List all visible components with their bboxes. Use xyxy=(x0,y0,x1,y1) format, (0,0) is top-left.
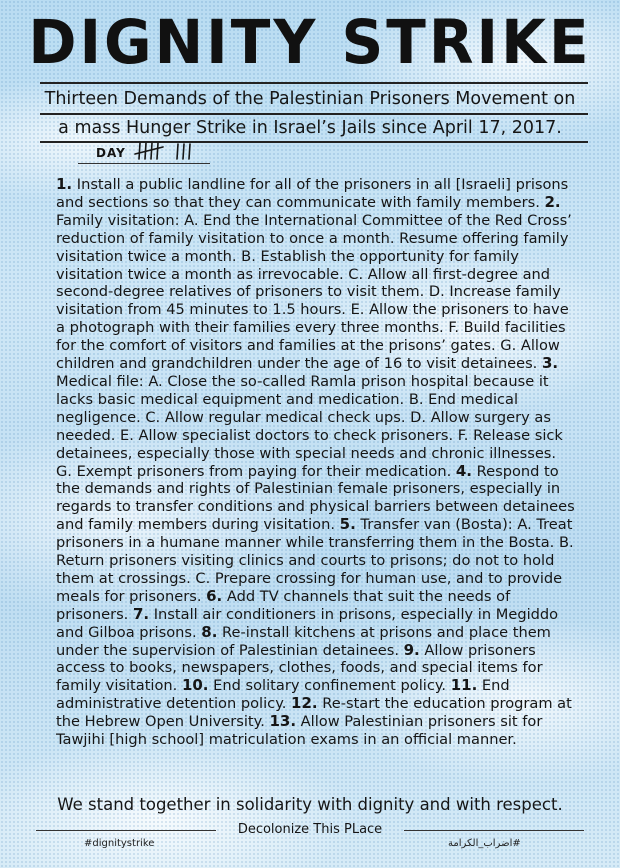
demand-text: Re-start the education program at the Hebrew Open University. xyxy=(56,695,572,731)
day-underline xyxy=(78,163,210,164)
footer-rule-right xyxy=(404,830,584,831)
subtitle-line-2: a mass Hunger Strike in Israel’s Jails since April 17, 2017. xyxy=(58,118,562,138)
demand-number: 3. xyxy=(541,354,559,373)
rule-bottom xyxy=(40,141,588,143)
demand-text: Install air conditioners in prisons, especially in Megiddo and Gilboa prisons. xyxy=(56,605,559,641)
demand-number: 4. xyxy=(455,461,472,480)
demands-text xyxy=(56,176,576,749)
solidarity-statement: We stand together in solidarity with dignity and with respect. xyxy=(57,795,563,814)
demand-text: Install a public landline for all of the prisoners in all [Israeli] prisons and sections so that they can communicate with family members. xyxy=(56,176,569,211)
poster-title: DIGNITY STRIKE xyxy=(28,6,592,78)
day-tally-marks xyxy=(134,139,204,163)
demand-number: 5. xyxy=(339,515,356,534)
demand-text: Allow prisoners access to books, newspapers, clothes, foods, and special items for family visitation. xyxy=(56,641,543,695)
demand-text: Respond to the demands and rights of Palestinian female prisoners, especially in regards to transfer conditions and physical barriers between detainees and family members during visitation. xyxy=(56,462,575,534)
demand-number: 9. xyxy=(403,640,420,659)
demand-text: Medical file: A. Close the so-called Ramla prison hospital because it lacks basic medical equipment and medication. B. End medical negligence. C. Allow regular medical check ups. D. Allow surgery as needed. E. Allow specialist doctors to check prisoners. F. Release sick detainees, especially those with special needs and chronic illnesses. G. Exempt prisoners from paying for their medication. xyxy=(56,372,563,480)
demand-number: 12. xyxy=(291,694,318,713)
demand-number: 2. xyxy=(544,192,561,211)
demand-number: 8. xyxy=(201,622,218,641)
demand-text: Re-install kitchens at prisons and place them under the supervision of Palestinian detainees. xyxy=(56,623,551,659)
demand-number: 11. xyxy=(450,676,478,695)
demand-number: 6. xyxy=(206,586,223,605)
demand-number: 13. xyxy=(269,712,297,731)
footer-credit: Decolonize This PLace xyxy=(237,822,383,837)
demand-text: Transfer van (Bosta): A. Treat prisoners in a humane manner while transferring them in the Bosta. B. Return prisoners visiting clinics and courts to prisons; do not to hold them at crossings. C. Prepare crossing for human use, and to provide meals for prisoners. xyxy=(56,516,574,605)
demand-number: 1. xyxy=(56,175,73,193)
demand-text: Allow Palestinian prisoners sit for Tawjihi [high school] matriculation exams in an official manner. xyxy=(56,713,543,749)
demand-number: 10. xyxy=(181,676,209,695)
demand-text: Family visitation: A. End the International Committee of the Red Cross’ reduction of family visitation to once a month. Resume offering family visitation twice a month. B. Establish the opportunity for family visitation twice a month as irrevocable. C. Allow all first-degree and second-degree relatives of prisoners to visit them. D. Increase family visitation from 45 minutes to 1.5 hours. E. Allow the prisoners to have a photograph with their families every three months. F. Build facilities for the comfort of visitors and families at the prisons’ gates. G. Allow children and grandchildren under the age of 16 to visit detainees. xyxy=(56,211,572,373)
demand-text: End administrative detention policy. xyxy=(56,677,510,713)
demand-number: 7. xyxy=(132,604,150,623)
hashtag-english: #dignitystrike xyxy=(84,838,155,849)
demand-text: End solitary confinement policy. xyxy=(208,677,451,695)
day-label: DAY xyxy=(96,146,126,160)
rule-top xyxy=(40,82,588,84)
rule-middle xyxy=(40,113,588,115)
hashtag-arabic: #اضراب_الكرامة xyxy=(448,838,521,849)
subtitle-line-1: Thirteen Demands of the Palestinian Prisoners Movement on xyxy=(44,89,576,109)
demand-text: Add TV channels that suit the needs of prisoners. xyxy=(56,587,511,623)
